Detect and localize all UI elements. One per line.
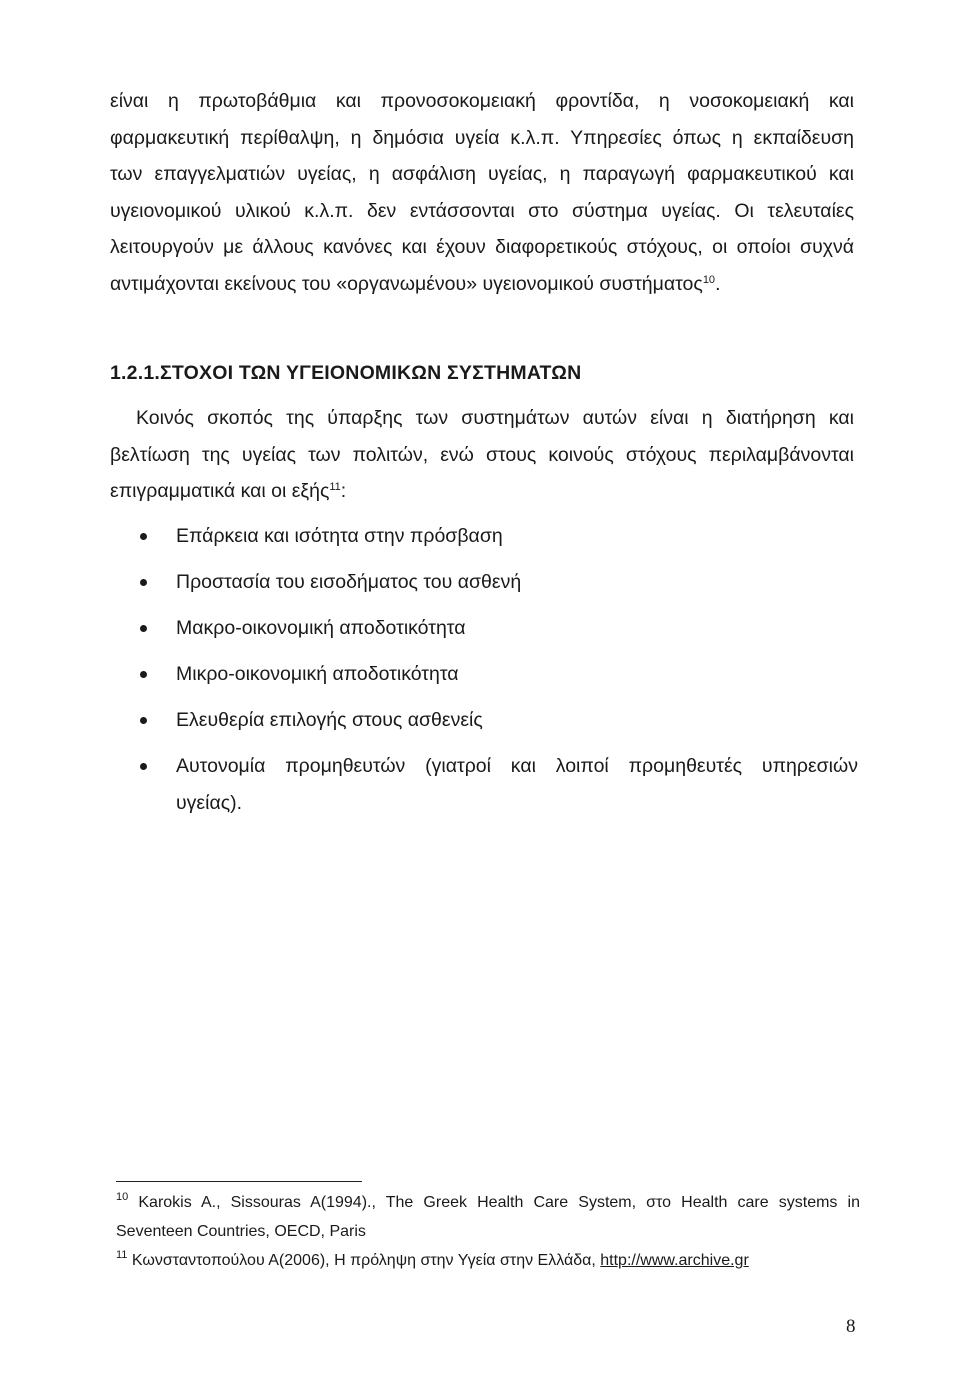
text-line: λειτουργούν με άλλους κανόνες και έχουν διαφορετικούς στόχους, οι οποίοι συχνά <box>110 236 854 259</box>
footnote-text: Κωνσταντοπούλου Α(2006), Η πρόληψη στην Υγεία στην Ελλάδα, <box>131 1252 601 1269</box>
text-line <box>110 266 854 303</box>
bullet-icon <box>140 671 147 678</box>
archive-link[interactable]: http://www.archive.gr <box>600 1252 749 1269</box>
text-line: είναι η πρωτοβάθμια και προνοσοκομειακή φροντίδα, η νοσοκομειακή και <box>110 90 854 112</box>
text-line: υγειονομικού υλικού κ.λ.π. δεν εντάσσονται στο σύστημα υγείας. Οι τελευταίες <box>110 199 854 222</box>
section-intro-paragraph <box>110 400 854 510</box>
footnote-11 <box>116 1246 860 1275</box>
text-line: φαρμακευτική περίθαλψη, η δημόσια υγεία κ.λ.π. Υπηρεσίες όπως η εκπαίδευση <box>110 126 854 149</box>
text-line: Κοινός σκοπός της ύπαρξης των συστημάτων αυτών είναι η διατήρηση και <box>136 407 854 429</box>
footnote-mark: 10 <box>116 1191 129 1203</box>
list-item-text: Προστασία του εισοδήματος του ασθενή <box>176 571 522 594</box>
footnote-separator <box>116 1181 362 1182</box>
bullet-icon <box>140 717 147 724</box>
list-item-text: Αυτονομία προμηθευτών (γιατροί και λοιποί προμηθευτές υπηρεσιών <box>176 755 858 778</box>
goals-list <box>140 518 858 831</box>
list-item-text: υγείας). <box>176 792 243 815</box>
bullet-icon <box>140 625 147 632</box>
body-paragraph <box>110 83 854 303</box>
footnote-line <box>116 1188 860 1217</box>
text-segment: αντιμάχονται εκείνους του «οργανωμένου» υγειονομικού συστήματος <box>110 272 703 295</box>
list-item-text: Επάρκεια και ισότητα στην πρόσβαση <box>176 525 503 547</box>
text-segment: . <box>715 272 721 295</box>
text-line: βελτίωση της υγείας των πολιτών, ενώ στους κοινούς στόχους περιλαμβάνονται <box>110 443 854 466</box>
list-item <box>140 610 858 647</box>
bullet-icon <box>140 579 147 586</box>
footnote-text: Karokis A., Sissouras A(1994)., The Greek Health Care System, στο Health care systems in <box>138 1194 861 1211</box>
footnote-10 <box>116 1188 860 1246</box>
list-item <box>140 702 858 739</box>
footnote-ref-10[interactable]: 10 <box>702 273 716 286</box>
bullet-icon <box>140 533 147 540</box>
list-item-text: Ελευθερία επιλογής στους ασθενείς <box>176 709 483 732</box>
footnote-line: Seventeen Countries, OECD, Paris <box>116 1223 366 1240</box>
text-line: των επαγγελματιών υγείας, η ασφάλιση υγείας, η παραγωγή φαρμακευτικού και <box>110 163 854 186</box>
section-heading: 1.2.1.ΣΤΟΧΟΙ ΤΩΝ ΥΓΕΙΟΝΟΜΙΚΩΝ ΣΥΣΤΗΜΑΤΩΝ <box>110 362 582 384</box>
text-segment: : <box>340 480 347 503</box>
list-item-text: Μικρο-οικονομική αποδοτικότητα <box>176 663 459 686</box>
list-item <box>140 656 858 693</box>
text-line <box>110 473 854 510</box>
page-number: 8 <box>846 1316 856 1337</box>
footnote-ref-11[interactable]: 11 <box>329 481 341 494</box>
text-segment: επιγραμματικά και οι εξής <box>110 480 330 503</box>
list-item <box>140 748 858 821</box>
footnote-line <box>116 1246 860 1275</box>
list-item <box>140 564 858 601</box>
footnote-mark: 11 <box>116 1249 128 1261</box>
list-item-text: Μακρο-οικονομική αποδοτικότητα <box>176 617 466 640</box>
list-item <box>140 518 858 555</box>
bullet-icon <box>140 763 147 770</box>
